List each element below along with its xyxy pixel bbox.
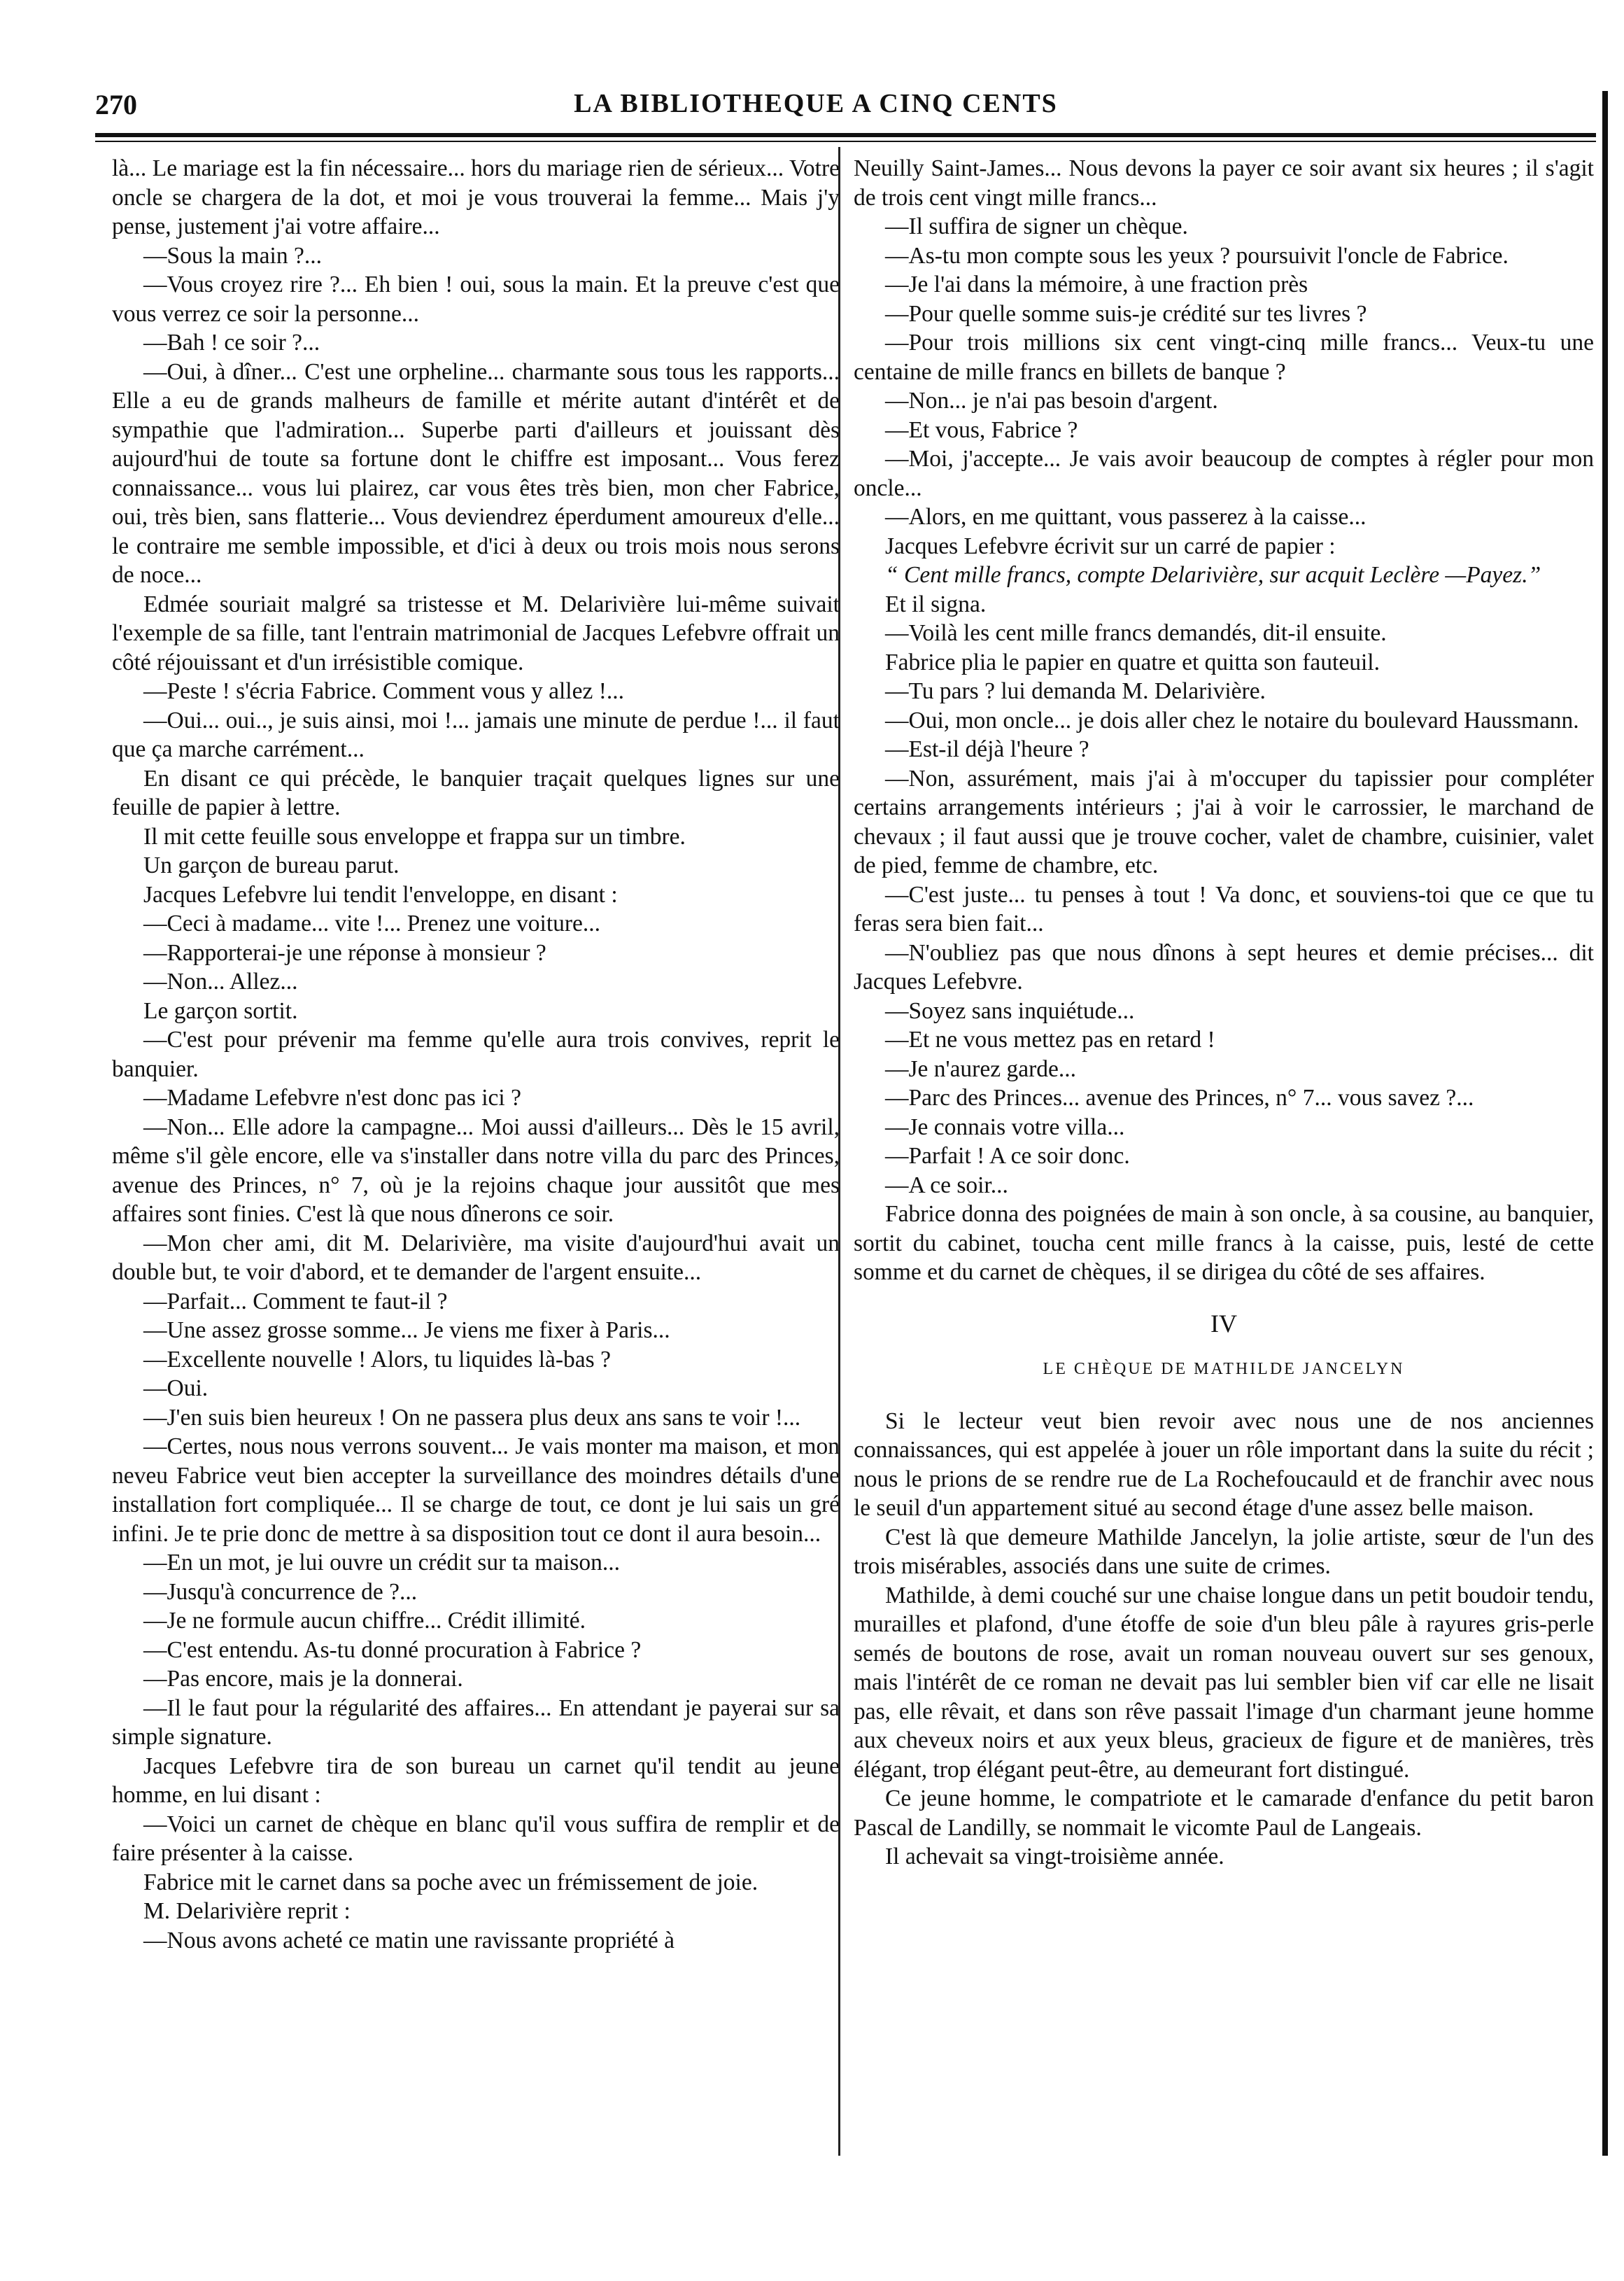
paragraph: —Non, assurément, mais j'ai à m'occuper du tapissier pour compléter certains arrangements intérieurs ; j'ai à voir le carrossier, le marchand de chevaux ; il faut aussi que je trouve cocher, valet de chambre, cuisinier, valet de pied, femme de chambre, etc. [854,765,1594,878]
chapter-numeral: IV [1210,1309,1237,1338]
paragraph: —Jusqu'à concurrence de ?... [143,1578,418,1605]
paragraph: Fabrice plia le papier en quatre et quitta son fauteuil. [885,649,1380,675]
paragraph: —Parfait... Comment te faut-il ? [143,1288,448,1314]
paragraph: —Moi, j'accepte... Je vais avoir beaucoup de comptes à régler pour mon oncle... [854,446,1594,501]
paragraph: —Ceci à madame... vite !... Prenez une voiture... [143,911,601,936]
paragraph: Jacques Lefebvre écrivit sur un carré de papier : [885,533,1336,559]
paragraph: —Oui, mon oncle... je dois aller chez le notaire du boulevard Haussmann. [885,707,1579,734]
paragraph: —Pour trois millions six cent vingt-cinq mille francs... Veux-tu une centaine de mille francs en billets de banque ? [854,330,1594,385]
paragraph: là... Le mariage est la fin nécessaire... hors du mariage rien de sérieux... Votre oncle se chargera de la dot, et moi je vous trouverai la femme... Mais j'y pense, justement j'ai votre affaire... [112,155,840,239]
chapter-spacer [854,1287,1594,1297]
paragraph: —Il suffira de signer un chèque. [885,213,1188,239]
paragraph: —Sous la main ?... [143,242,322,269]
paragraph: Neuilly Saint-James... Nous devons la payer ce soir avant six heures ; il s'agit de trois cent vingt mille francs... [854,155,1594,211]
paragraph: —C'est juste... tu penses à tout ! Va donc, et souviens-toi que ce que tu feras sera bien fait... [854,881,1594,936]
chapter-title: LE CHÈQUE DE MATHILDE JANCELYN [1043,1360,1405,1378]
paragraph: —J'en suis bien heureux ! On ne passera plus deux ans sans te voir !... [143,1404,801,1431]
paragraph: —C'est pour prévenir ma femme qu'elle aura trois convives, reprit le banquier. [112,1027,840,1082]
paragraph: —Je connais votre villa... [885,1114,1125,1140]
paragraph: Fabrice mit le carnet dans sa poche avec un frémissement de joie. [143,1869,758,1895]
paragraph: —Certes, nous nous verrons souvent... Je vais monter ma maison, et mon neveu Fabrice veut bien accepter la surveillance des moindres détails d'une installation fort compliquée... Il se charge de tout, ce dont je lui sais un gré infini. Je te prie donc de mettre à sa disposition tout ce dont il aura besoin... [112,1433,840,1547]
paragraph: —Excellente nouvelle ! Alors, tu liquides là-bas ? [143,1346,611,1373]
paragraph: —Je ne formule aucun chiffre... Crédit illimité. [143,1608,586,1634]
header-rule [95,133,1596,137]
paragraph: —Je l'ai dans la mémoire, à une fraction près [885,272,1308,297]
paragraph: —Madame Lefebvre n'est donc pas ici ? [143,1085,521,1111]
right-column [854,154,1594,1872]
paragraph: —Pour quelle somme suis-je crédité sur tes livres ? [885,300,1367,327]
paragraph: “ Cent mille francs, compte Delarivière, sur acquit Leclère —Payez.” [885,562,1541,588]
left-column [112,154,840,1955]
paragraph: —Vous croyez rire ?... Eh bien ! oui, sous la main. Et la preuve c'est que vous verrez ce soir la personne... [112,272,840,327]
paragraph: Il achevait sa vingt-troisième année. [885,1844,1224,1869]
paragraph: —Parfait ! A ce soir donc. [885,1143,1130,1169]
header-rule-thin [95,141,1596,142]
paragraph: Mathilde, à demi couché sur une chaise longue dans un petit boudoir tendu, murailles et plafond, d'une étoffe de soie d'un bleu pâle à rayures gris-perle semés de boutons de rose, avait un roman nouveau ouvert sur ses genoux, mais l'intérêt de ce roman ne devait pas lui sembler bien vif car elle ne lisait pas, elle rêvait, et dans son rêve passait l'image d'un charmant jeune homme aux cheveux noirs et aux yeux bleus, gracieux de figure et de manières, très élégant, trop élégant peut-être, au demeurant fort distingué. [854,1582,1594,1783]
paragraph: —Non... je n'ai pas besoin d'argent. [885,388,1218,414]
paragraph: —Non... Allez... [143,969,298,995]
paragraph: —En un mot, je lui ouvre un crédit sur ta maison... [143,1550,621,1575]
paragraph: —Soyez sans inquiétude... [885,997,1135,1024]
paragraph: —Voilà les cent mille francs demandés, dit-il ensuite. [885,620,1387,646]
paragraph: —Il le faut pour la régularité des affaires... En attendant je payerai sur sa simple signature. [112,1694,840,1750]
paragraph: —Peste ! s'écria Fabrice. Comment vous y allez !... [143,678,625,704]
running-title: LA BIBLIOTHEQUE A CINQ CENTS [574,89,1058,118]
paragraph: —Je n'aurez garde... [885,1055,1076,1082]
paragraph: Fabrice donna des poignées de main à son oncle, à sa cousine, au banquier, sortit du cabinet, toucha cent mille francs à la caisse, puis, lesté de cette somme et du carnet de chèques, il se dirigea du côté de ses affaires. [854,1201,1594,1285]
paragraph: Si le lecteur veut bien revoir avec nous une de nos anciennes connaissances, qui est appelée à jouer un rôle important dans la suite du récit ; nous le prions de se rendre rue de La Rochefoucauld et de franchir avec nous le seuil d'un appartement situé au second étage d'une assez belle maison. [854,1408,1594,1521]
paragraph: Et il signa. [885,591,987,617]
paragraph: —Oui, à dîner... C'est une orpheline... charmante sous tous les rapports... Elle a eu de grands malheurs de famille et mérite autant d'intérêt et de sympathie que l'admiration... Superbe parti d'ailleurs et jouissant dès aujourd'hui de toute sa fortune dont le chiffre est imposant... Vous ferez connaissance... vous lui plairez, car vous êtes très bien, mon cher Fabrice, oui, très bien, sans flatterie... Vous deviendrez éperdument amoureux d'elle... le contraire me semble impossible, et d'ici à deux ou trois mois nous serons de noce... [112,358,840,588]
paragraph: Edmée souriait malgré sa tristesse et M. Delarivière lui-même suivait l'exemple de sa fille, tant l'entrain matrimonial de Jacques Lefebvre offrait un côté réjouissant et d'un irrésistible comique. [112,591,840,675]
paragraph: —As-tu mon compte sous les yeux ? poursuivit l'oncle de Fabrice. [885,242,1509,269]
paragraph: M. Delarivière reprit : [143,1898,351,1924]
paragraph: Jacques Lefebvre lui tendit l'enveloppe, en disant : [143,881,618,908]
paragraph: —Et vous, Fabrice ? [885,416,1078,443]
paragraph: Ce jeune homme, le compatriote et le camarade d'enfance du petit baron Pascal de Landilly, se nommait le vicomte Paul de Langeais. [854,1785,1594,1841]
paragraph: Le garçon sortit. [143,997,298,1024]
paragraph: —Oui... oui.., je suis ainsi, moi !... jamais une minute de perdue !... il faut que ça marche carrément... [112,707,840,762]
paragraph: —N'oubliez pas que nous dînons à sept heures et demie précises... dit Jacques Lefebvre. [854,939,1594,995]
paragraph: —Nous avons acheté ce matin une ravissante propriété à [143,1927,675,1953]
paragraph: En disant ce qui précède, le banquier traçait quelques lignes sur une feuille de papier à lettre. [112,765,840,820]
paragraph: Il mit cette feuille sous enveloppe et frappa sur un timbre. [143,823,686,850]
page-edge-shadow [1602,91,1608,2156]
paragraph: —Rapporterai-je une réponse à monsieur ? [143,939,546,966]
paragraph: C'est là que demeure Mathilde Jancelyn, la jolie artiste, sœur de l'un des trois misérables, associés dans une suite de crimes. [854,1524,1594,1579]
page-header [95,88,1537,130]
paragraph: —Une assez grosse somme... Je viens me fixer à Paris... [143,1317,670,1343]
paragraph: —Mon cher ami, dit M. Delarivière, ma visite d'aujourd'hui avait un double but, te voir d'abord, et te demander de l'argent ensuite... [112,1230,840,1285]
paragraph: —C'est entendu. As-tu donné procuration à Fabrice ? [143,1636,642,1663]
paragraph: —Et ne vous mettez pas en retard ! [885,1027,1215,1053]
paragraph: Un garçon de bureau parut. [143,852,400,878]
paragraph: —A ce soir... [885,1172,1008,1198]
paragraph: —Est-il déjà l'heure ? [885,736,1089,762]
paragraph: —Pas encore, mais je la donnerai. [143,1666,463,1692]
page-number: 270 [95,89,137,120]
paragraph: —Alors, en me quittant, vous passerez à la caisse... [885,504,1367,530]
paragraph: —Tu pars ? lui demanda M. Delarivière. [885,678,1266,704]
paragraph: —Non... Elle adore la campagne... Moi aussi d'ailleurs... Dès le 15 avril, même s'il gèle encore, elle va s'installer dans notre villa du parc des Princes, avenue des Princes, n° 7, où je la rejoins chaque jour aussitôt que mes affaires sont finies. C'est là que nous dînerons ce soir. [112,1114,840,1227]
paragraph: —Bah ! ce soir ?... [143,330,320,356]
paragraph: —Parc des Princes... avenue des Princes, n° 7... vous savez ?... [885,1085,1474,1111]
paragraph: —Voici un carnet de chèque en blanc qu'il vous suffira de remplir et de faire présenter à la caisse. [112,1811,840,1866]
paragraph: Jacques Lefebvre tira de son bureau un carnet qu'il tendit au jeune homme, en lui disant : [112,1753,840,1808]
paragraph: —Oui. [143,1375,209,1401]
